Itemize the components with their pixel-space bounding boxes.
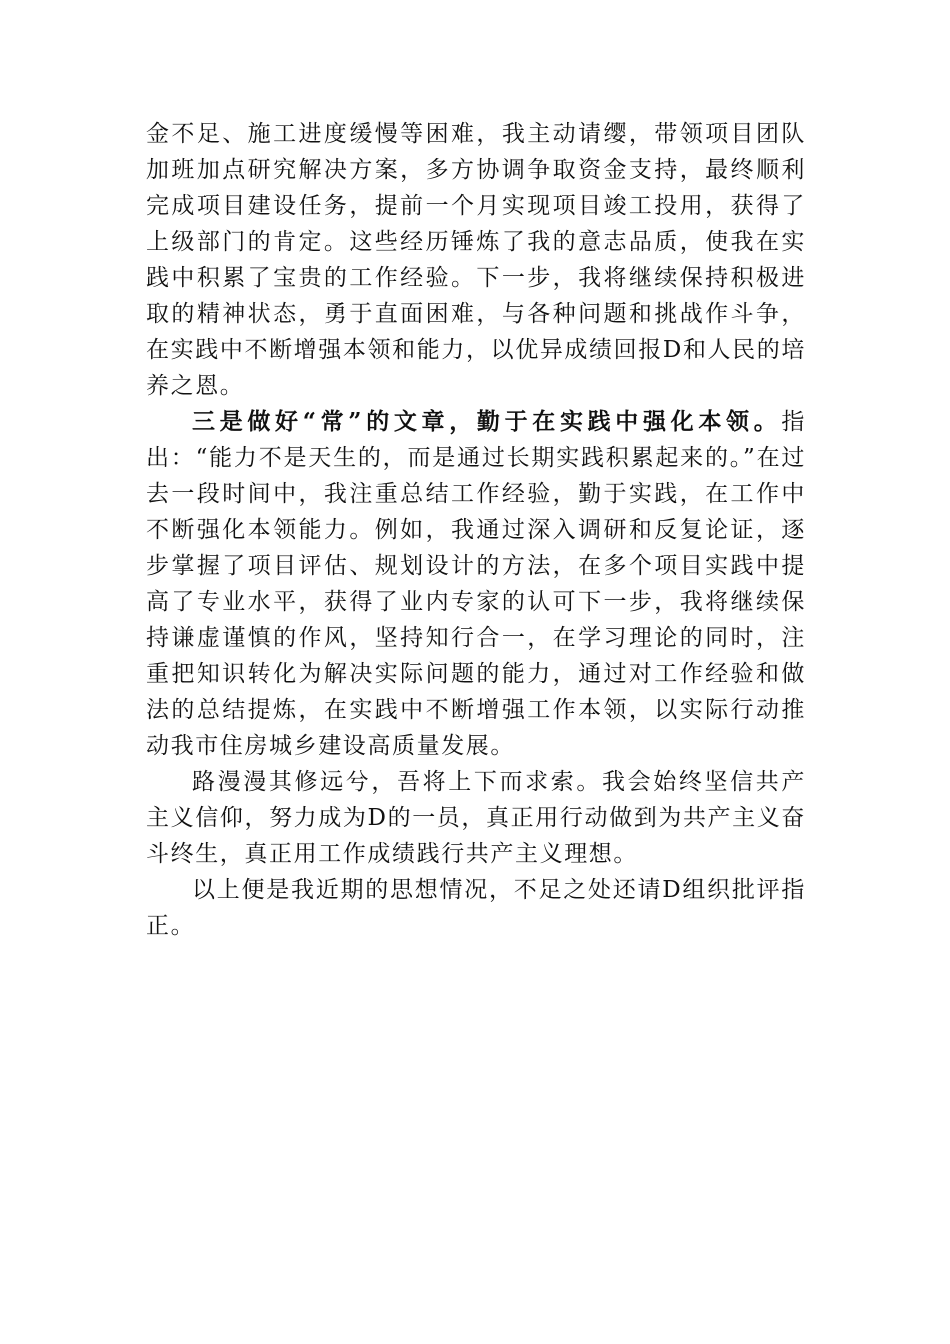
- paragraph-closing-aspiration: [146, 764, 806, 872]
- section-heading: 三是做好“常”的文章，勤于在实践中强化本领。: [192, 408, 782, 435]
- document-body: [146, 116, 806, 944]
- paragraph-text: 指出：“能力不是天生的，而是通过长期实践积累起来的。”在过去一段时间中，我注重总结工作经验，勤于实践，在工作中不断强化本领能力。例如，我通过深入调研和反复论证，逐步掌握了项目评估、规划设计的方法，在多个项目实践中提高了专业水平，获得了业内专家的认可下一步，我将继续保持谦虚谨慎的作风，坚持知行合一，在学习理论的同时，注重把知识转化为解决实际问题的能力，通过对工作经验和做法的总结提炼，在实践中不断增强工作本领，以实际行动推动我市住房城乡建设高质量发展。: [146, 409, 806, 759]
- paragraph-text: 以上便是我近期的思想情况，不足之处还请D组织批评指正。: [146, 877, 806, 939]
- paragraph-closing-remark: [146, 872, 806, 944]
- paragraph-section-three: [146, 404, 806, 764]
- paragraph-text: 金不足、施工进度缓慢等困难，我主动请缨，带领项目团队加班加点研究解决方案，多方协调争取资金支持，最终顺利完成项目建设任务，提前一个月实现项目竣工投用，获得了上级部门的肯定。这些经历锤炼了我的意志品质，使我在实践中积累了宝贵的工作经验。下一步，我将继续保持积极进取的精神状态，勇于直面困难，与各种问题和挑战作斗争，在实践中不断增强本领和能力，以优异成绩回报D和人民的培养之恩。: [146, 121, 806, 399]
- paragraph-text: 路漫漫其修远兮，吾将上下而求索。我会始终坚信共产主义信仰，努力成为D的一员，真正用行动做到为共产主义奋斗终生，真正用工作成绩践行共产主义理想。: [146, 769, 806, 867]
- paragraph-continuation: [146, 116, 806, 404]
